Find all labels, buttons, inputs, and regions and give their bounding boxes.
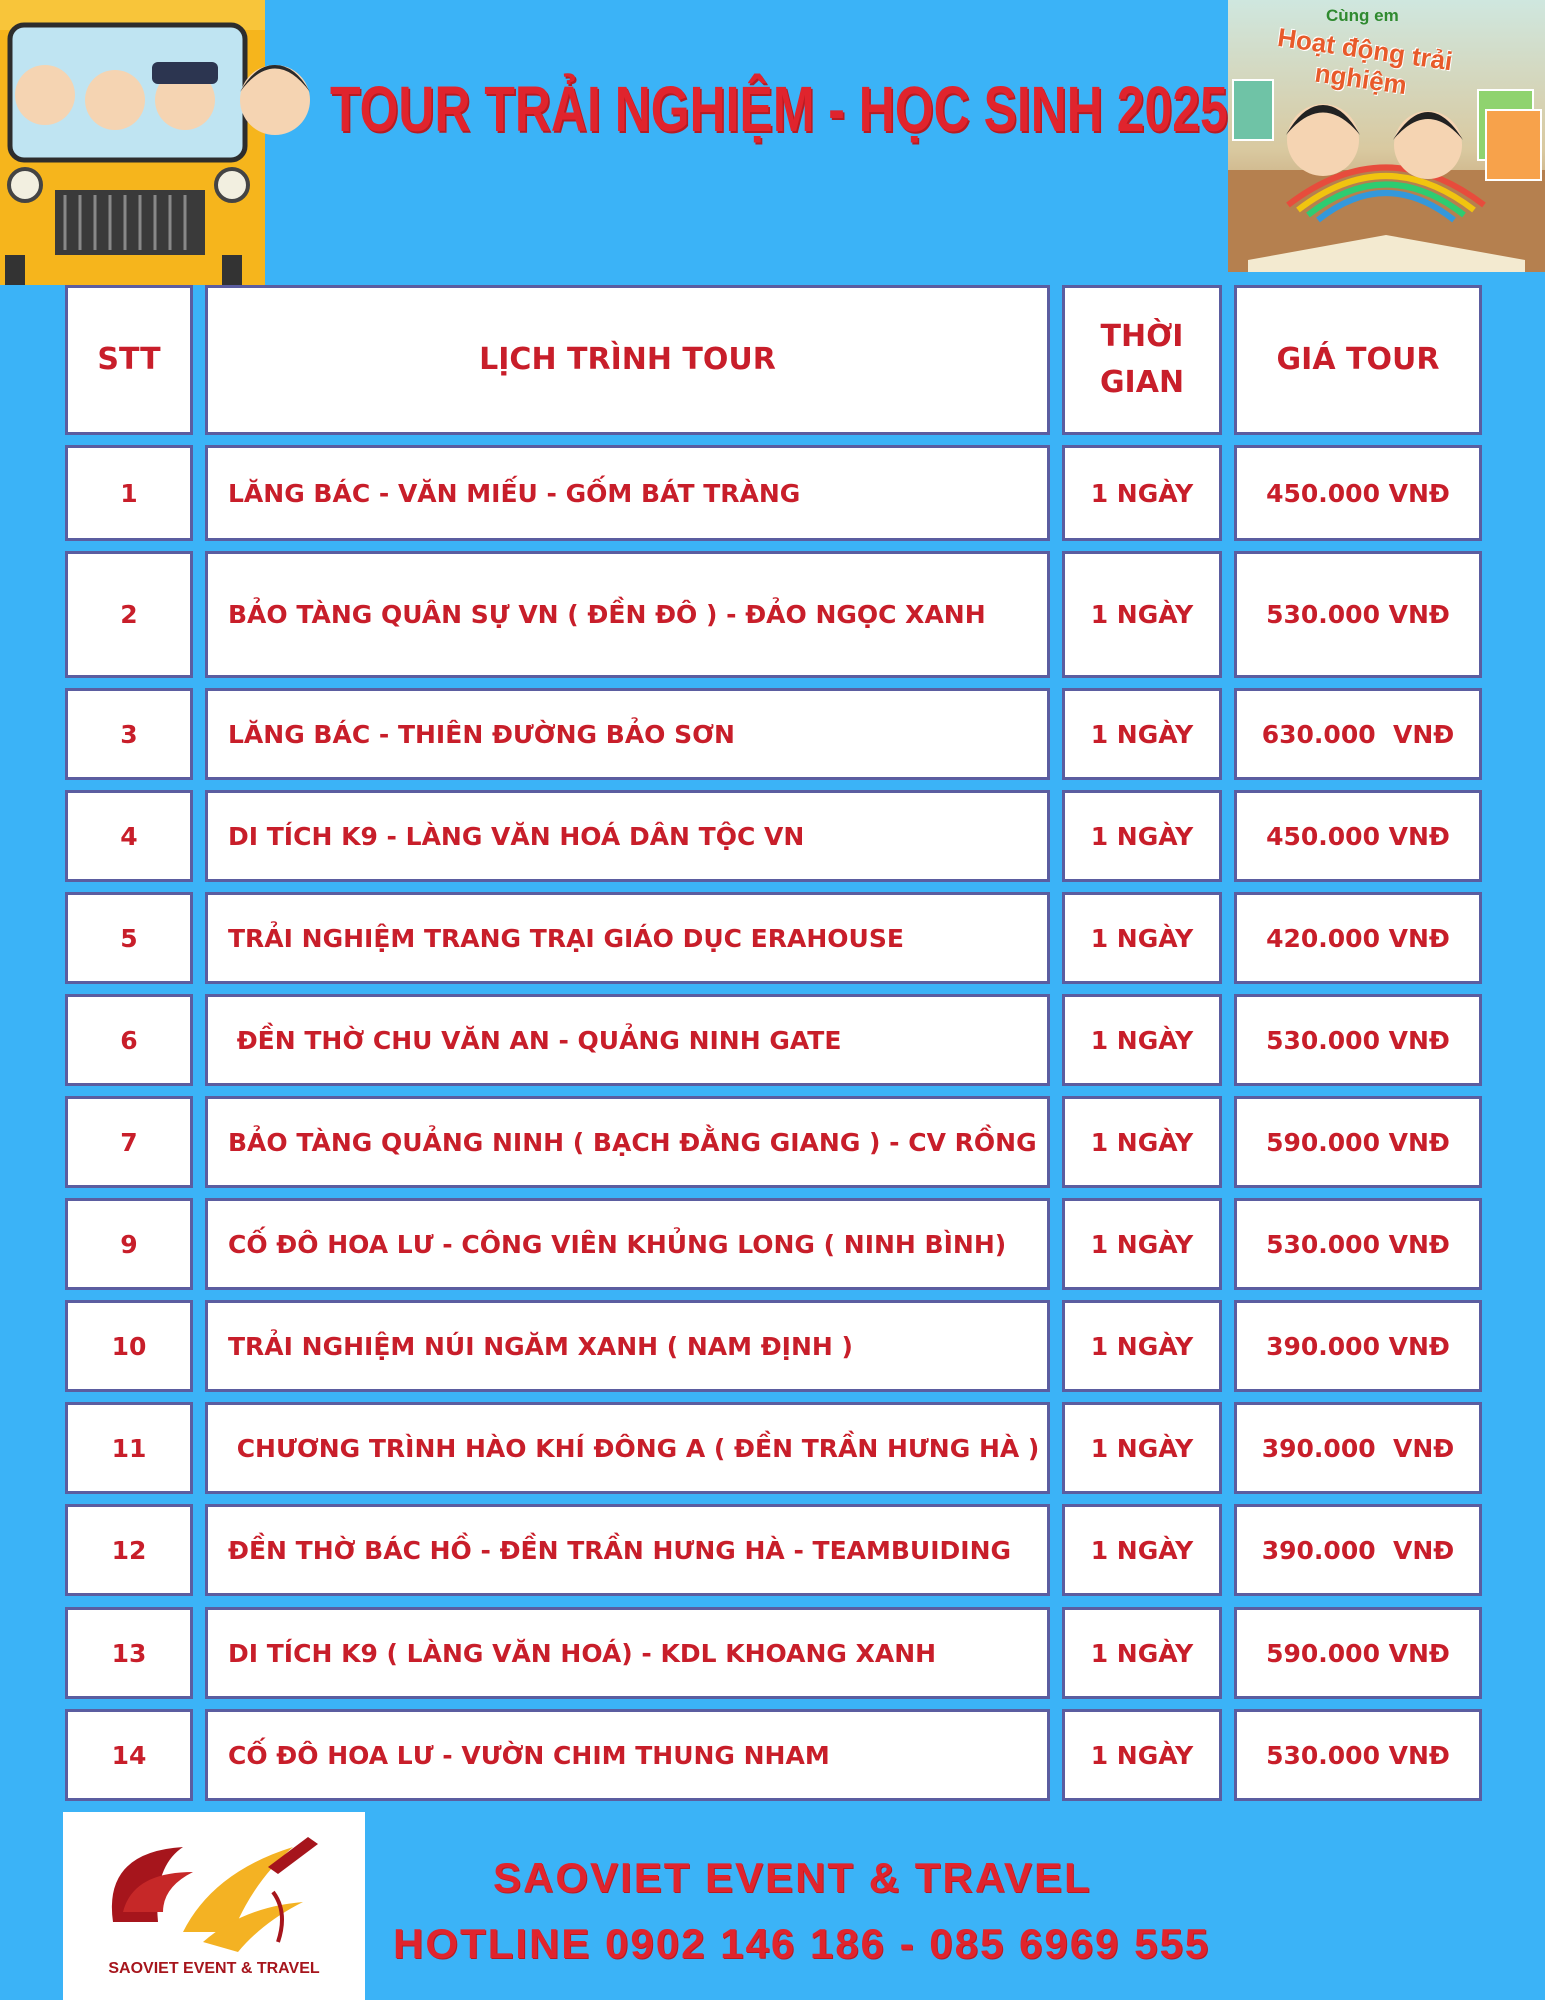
experience-book-illustration (1228, 0, 1545, 272)
row-7-price: 590.000 VNĐ (1234, 1096, 1482, 1188)
row-8-price: 530.000 VNĐ (1234, 1198, 1482, 1290)
row-3-time: 1 NGÀY (1062, 688, 1222, 780)
row-5-route: TRẢI NGHIỆM TRANG TRẠI GIÁO DỤC ERAHOUSE (205, 892, 1050, 984)
page-title: TOUR TRẢI NGHIỆM - HỌC SINH 2025 (330, 73, 1228, 145)
column-header-price: GIÁ TOUR (1234, 285, 1482, 435)
row-7-stt: 7 (65, 1096, 193, 1188)
row-5-stt: 5 (65, 892, 193, 984)
row-3-stt: 3 (65, 688, 193, 780)
row-13-time: 1 NGÀY (1062, 1709, 1222, 1801)
row-1-time: 1 NGÀY (1062, 445, 1222, 541)
row-10-price: 390.000 VNĐ (1234, 1402, 1482, 1494)
row-13-price: 530.000 VNĐ (1234, 1709, 1482, 1801)
column-header-route: LỊCH TRÌNH TOUR (205, 285, 1050, 435)
logo-text: SAOVIET EVENT & TRAVEL (108, 1960, 320, 1977)
row-10-route: CHƯƠNG TRÌNH HÀO KHÍ ĐÔNG A ( ĐỀN TRẦN HƯNG HÀ ) (205, 1402, 1050, 1494)
row-11-stt: 12 (65, 1504, 193, 1596)
row-9-stt: 10 (65, 1300, 193, 1392)
row-6-route: ĐỀN THỜ CHU VĂN AN - QUẢNG NINH GATE (205, 994, 1050, 1086)
row-2-price: 530.000 VNĐ (1234, 551, 1482, 678)
row-2-route: BẢO TÀNG QUÂN SỰ VN ( ĐỀN ĐÔ ) - ĐẢO NGỌC XANH (205, 551, 1050, 678)
row-11-route: ĐỀN THỜ BÁC HỒ - ĐỀN TRẦN HƯNG HÀ - TEAMBUIDING (205, 1504, 1050, 1596)
row-13-stt: 14 (65, 1709, 193, 1801)
row-5-price: 420.000 VNĐ (1234, 892, 1482, 984)
row-10-stt: 11 (65, 1402, 193, 1494)
row-12-stt: 13 (65, 1607, 193, 1699)
row-3-route: LĂNG BÁC - THIÊN ĐƯỜNG BẢO SƠN (205, 688, 1050, 780)
row-2-time: 1 NGÀY (1062, 551, 1222, 678)
row-11-price: 390.000 VNĐ (1234, 1504, 1482, 1596)
row-4-route: DI TÍCH K9 - LÀNG VĂN HOÁ DÂN TỘC VN (205, 790, 1050, 882)
row-5-time: 1 NGÀY (1062, 892, 1222, 984)
row-9-time: 1 NGÀY (1062, 1300, 1222, 1392)
saoviet-logo-icon (63, 1812, 365, 1962)
hotline: HOTLINE 0902 146 186 - 085 6969 555 (393, 1920, 1211, 1967)
row-6-price: 530.000 VNĐ (1234, 994, 1482, 1086)
column-header-stt: STT (65, 285, 193, 435)
row-9-route: TRẢI NGHIỆM NÚI NGĂM XANH ( NAM ĐỊNH ) (205, 1300, 1050, 1392)
row-6-stt: 6 (65, 994, 193, 1086)
row-4-price: 450.000 VNĐ (1234, 790, 1482, 882)
row-12-route: DI TÍCH K9 ( LÀNG VĂN HOÁ) - KDL KHOANG XANH (205, 1607, 1050, 1699)
row-1-stt: 1 (65, 445, 193, 541)
row-3-price: 630.000 VNĐ (1234, 688, 1482, 780)
row-7-time: 1 NGÀY (1062, 1096, 1222, 1188)
row-8-stt: 9 (65, 1198, 193, 1290)
row-6-time: 1 NGÀY (1062, 994, 1222, 1086)
book-title: Hoạt động trải nghiệm (1275, 22, 1455, 101)
company-name: SAOVIET EVENT & TRAVEL (493, 1854, 1092, 1901)
row-8-route: CỐ ĐÔ HOA LƯ - CÔNG VIÊN KHỦNG LONG ( NINH BÌNH) (205, 1198, 1050, 1290)
row-12-time: 1 NGÀY (1062, 1607, 1222, 1699)
row-1-route: LĂNG BÁC - VĂN MIẾU - GỐM BÁT TRÀNG (205, 445, 1050, 541)
company-logo (63, 1812, 365, 2000)
book-caption: Cùng em (1326, 6, 1399, 25)
row-4-time: 1 NGÀY (1062, 790, 1222, 882)
row-2-stt: 2 (65, 551, 193, 678)
row-13-route: CỐ ĐÔ HOA LƯ - VƯỜN CHIM THUNG NHAM (205, 1709, 1050, 1801)
school-bus-illustration (0, 0, 340, 285)
row-8-time: 1 NGÀY (1062, 1198, 1222, 1290)
row-9-price: 390.000 VNĐ (1234, 1300, 1482, 1392)
column-header-time: THỜI GIAN (1062, 285, 1222, 435)
row-10-time: 1 NGÀY (1062, 1402, 1222, 1494)
row-11-time: 1 NGÀY (1062, 1504, 1222, 1596)
row-7-route: BẢO TÀNG QUẢNG NINH ( BẠCH ĐẰNG GIANG ) - CV RỒNG (205, 1096, 1050, 1188)
row-4-stt: 4 (65, 790, 193, 882)
row-12-price: 590.000 VNĐ (1234, 1607, 1482, 1699)
row-1-price: 450.000 VNĐ (1234, 445, 1482, 541)
